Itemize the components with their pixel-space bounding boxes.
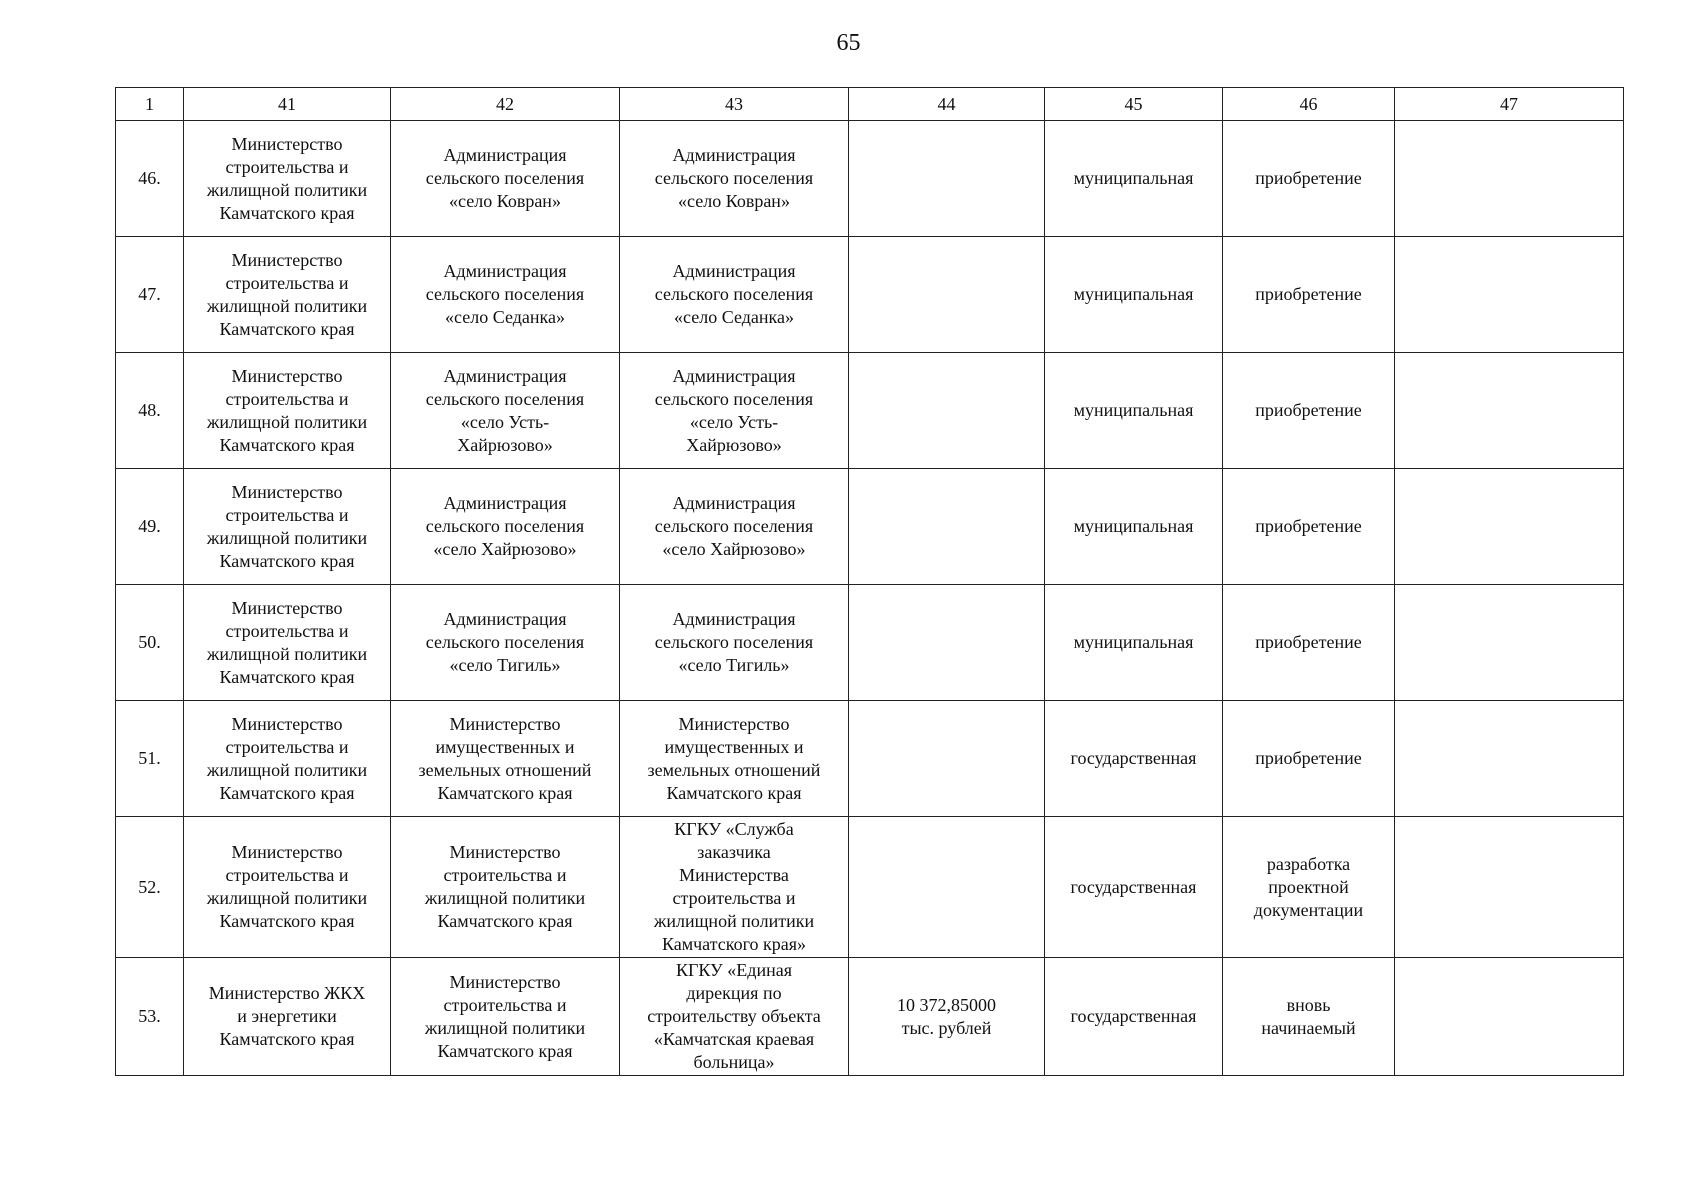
header-cell-47: 47 — [1395, 88, 1624, 121]
row-number-cell: 46. — [116, 121, 184, 237]
empty-cell — [1395, 121, 1624, 237]
ministry-cell: Министерство строительства и жилищной политики Камчатского края — [184, 353, 391, 469]
cost-cell — [849, 237, 1045, 353]
header-cell-45: 45 — [1045, 88, 1223, 121]
row-number-cell: 48. — [116, 353, 184, 469]
ministry-cell: Министерство строительства и жилищной политики Камчатского края — [184, 701, 391, 817]
ministry-cell: Министерство ЖКХ и энергетики Камчатского края — [184, 958, 391, 1076]
table-header — [116, 88, 1624, 121]
row-number-cell: 52. — [116, 817, 184, 958]
row-number-cell: 51. — [116, 701, 184, 817]
cost-cell — [849, 817, 1045, 958]
cost-cell — [849, 469, 1045, 585]
investment-type-cell: приобретение — [1223, 701, 1395, 817]
investment-type-cell: приобретение — [1223, 353, 1395, 469]
ministry-cell: Министерство строительства и жилищной политики Камчатского края — [184, 121, 391, 237]
ministry-cell: Министерство строительства и жилищной политики Камчатского края — [184, 237, 391, 353]
data-table — [115, 87, 1624, 1076]
recipient-cell: Администрация сельского поселения «село Ковран» — [391, 121, 620, 237]
page-number: 65 — [836, 30, 861, 56]
empty-cell — [1395, 469, 1624, 585]
empty-cell — [1395, 958, 1624, 1076]
customer-cell: КГКУ «Служба заказчика Министерства строительства и жилищной политики Камчатского края» — [620, 817, 849, 958]
recipient-cell: Министерство имущественных и земельных отношений Камчатского края — [391, 701, 620, 817]
cost-cell — [849, 701, 1045, 817]
customer-cell: КГКУ «Единая дирекция по строительству объекта «Камчатская краевая больница» — [620, 958, 849, 1076]
customer-cell: Администрация сельского поселения «село Усть- Хайрюзово» — [620, 353, 849, 469]
empty-cell — [1395, 817, 1624, 958]
empty-cell — [1395, 585, 1624, 701]
customer-cell: Администрация сельского поселения «село Хайрюзово» — [620, 469, 849, 585]
ownership-cell: муниципальная — [1045, 237, 1223, 353]
ownership-cell: муниципальная — [1045, 469, 1223, 585]
recipient-cell: Администрация сельского поселения «село Усть- Хайрюзово» — [391, 353, 620, 469]
recipient-cell: Администрация сельского поселения «село Седанка» — [391, 237, 620, 353]
investment-type-cell: приобретение — [1223, 121, 1395, 237]
ownership-cell: муниципальная — [1045, 585, 1223, 701]
empty-cell — [1395, 701, 1624, 817]
table-body — [116, 121, 1624, 1076]
header-cell-44: 44 — [849, 88, 1045, 121]
table-row — [116, 585, 1624, 701]
table-row — [116, 237, 1624, 353]
table-row — [116, 958, 1624, 1076]
header-cell-41: 41 — [184, 88, 391, 121]
investment-type-cell: приобретение — [1223, 585, 1395, 701]
investment-type-cell: вновь начинаемый — [1223, 958, 1395, 1076]
cost-cell: 10 372,85000 тыс. рублей — [849, 958, 1045, 1076]
customer-cell: Администрация сельского поселения «село Тигиль» — [620, 585, 849, 701]
table-row — [116, 817, 1624, 958]
investment-type-cell: разработка проектной документации — [1223, 817, 1395, 958]
empty-cell — [1395, 237, 1624, 353]
investment-type-cell: приобретение — [1223, 237, 1395, 353]
ownership-cell: муниципальная — [1045, 353, 1223, 469]
row-number-cell: 53. — [116, 958, 184, 1076]
cost-cell — [849, 353, 1045, 469]
customer-cell: Администрация сельского поселения «село Ковран» — [620, 121, 849, 237]
investment-type-cell: приобретение — [1223, 469, 1395, 585]
ownership-cell: государственная — [1045, 701, 1223, 817]
header-cell-46: 46 — [1223, 88, 1395, 121]
ministry-cell: Министерство строительства и жилищной политики Камчатского края — [184, 585, 391, 701]
row-number-cell: 50. — [116, 585, 184, 701]
cost-cell — [849, 585, 1045, 701]
table-row — [116, 469, 1624, 585]
ministry-cell: Министерство строительства и жилищной политики Камчатского края — [184, 817, 391, 958]
customer-cell: Министерство имущественных и земельных отношений Камчатского края — [620, 701, 849, 817]
table-row — [116, 353, 1624, 469]
customer-cell: Администрация сельского поселения «село Седанка» — [620, 237, 849, 353]
header-row — [116, 88, 1624, 121]
header-cell-43: 43 — [620, 88, 849, 121]
table-row — [116, 701, 1624, 817]
header-cell-1: 1 — [116, 88, 184, 121]
row-number-cell: 47. — [116, 237, 184, 353]
ministry-cell: Министерство строительства и жилищной политики Камчатского края — [184, 469, 391, 585]
ownership-cell: государственная — [1045, 817, 1223, 958]
recipient-cell: Администрация сельского поселения «село Хайрюзово» — [391, 469, 620, 585]
row-number-cell: 49. — [116, 469, 184, 585]
cost-cell — [849, 121, 1045, 237]
empty-cell — [1395, 353, 1624, 469]
ownership-cell: государственная — [1045, 958, 1223, 1076]
header-cell-42: 42 — [391, 88, 620, 121]
table-row — [116, 121, 1624, 237]
recipient-cell: Министерство строительства и жилищной политики Камчатского края — [391, 958, 620, 1076]
ownership-cell: муниципальная — [1045, 121, 1223, 237]
recipient-cell: Министерство строительства и жилищной политики Камчатского края — [391, 817, 620, 958]
recipient-cell: Администрация сельского поселения «село Тигиль» — [391, 585, 620, 701]
